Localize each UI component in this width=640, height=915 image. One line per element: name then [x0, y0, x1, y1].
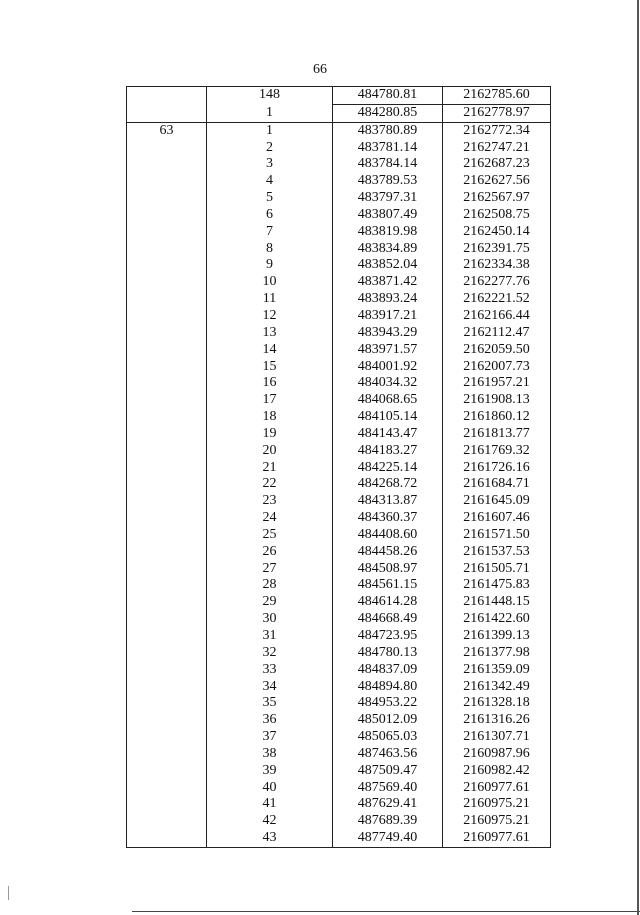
- x-coordinate-cell: 484143.47: [333, 426, 443, 443]
- point-number-cell: 2: [207, 140, 333, 157]
- x-coordinate-cell: 487569.40: [333, 780, 443, 797]
- point-number-cell: 36: [207, 712, 333, 729]
- point-number-cell: 43: [207, 830, 333, 847]
- y-coordinate-cell: 2161377.98: [443, 645, 551, 662]
- point-number-cell: 11: [207, 291, 333, 308]
- x-coordinate-cell: 484001.92: [333, 359, 443, 376]
- x-coordinate-cell: 484894.80: [333, 679, 443, 696]
- y-coordinate-cell: 2161813.77: [443, 426, 551, 443]
- y-coordinate-cell: 2160987.96: [443, 746, 551, 763]
- point-number-cell: 20: [207, 443, 333, 460]
- y-coordinate-cell: 2161607.46: [443, 510, 551, 527]
- y-coordinate-cell: 2160977.61: [443, 780, 551, 797]
- y-coordinate-cell: 2162772.34: [443, 122, 551, 139]
- x-coordinate-cell: 483852.04: [333, 257, 443, 274]
- point-number-cell: 23: [207, 493, 333, 510]
- x-coordinate-cell: 483780.89: [333, 122, 443, 139]
- point-number-cell: 1: [207, 104, 333, 122]
- point-number-cell: 34: [207, 679, 333, 696]
- x-coordinate-cell: 484408.60: [333, 527, 443, 544]
- y-coordinate-cell: 2161448.15: [443, 594, 551, 611]
- y-coordinate-cell: 2162112.47: [443, 325, 551, 342]
- point-number-cell: 148: [207, 87, 333, 105]
- y-coordinate-cell: 2162778.97: [443, 104, 551, 122]
- y-coordinate-cell: 2161316.26: [443, 712, 551, 729]
- point-number-cell: 21: [207, 460, 333, 477]
- x-coordinate-cell: 484280.85: [333, 104, 443, 122]
- y-coordinate-cell: 2162508.75: [443, 207, 551, 224]
- y-coordinate-cell: 2162007.73: [443, 359, 551, 376]
- x-coordinate-cell: 487509.47: [333, 763, 443, 780]
- point-number-cell: 41: [207, 796, 333, 813]
- point-number-cell: 16: [207, 375, 333, 392]
- y-coordinate-cell: 2160975.21: [443, 813, 551, 830]
- point-number-cell: 8: [207, 241, 333, 258]
- x-coordinate-cell: 483784.14: [333, 156, 443, 173]
- point-number-cell: 14: [207, 342, 333, 359]
- x-coordinate-cell: 484723.95: [333, 628, 443, 645]
- y-coordinate-cell: 2161328.18: [443, 695, 551, 712]
- x-coordinate-cell: 484183.27: [333, 443, 443, 460]
- x-coordinate-cell: 484458.26: [333, 544, 443, 561]
- y-coordinate-cell: 2162277.76: [443, 274, 551, 291]
- x-coordinate-cell: 483834.89: [333, 241, 443, 258]
- y-coordinate-cell: 2162747.21: [443, 140, 551, 157]
- x-coordinate-cell: 484561.15: [333, 577, 443, 594]
- x-coordinate-cell: 483789.53: [333, 173, 443, 190]
- y-coordinate-cell: 2161957.21: [443, 375, 551, 392]
- x-coordinate-cell: 483819.98: [333, 224, 443, 241]
- x-coordinate-cell: 484105.14: [333, 409, 443, 426]
- x-coordinate-cell: 484225.14: [333, 460, 443, 477]
- point-number-cell: 31: [207, 628, 333, 645]
- point-number-cell: 18: [207, 409, 333, 426]
- point-number-cell: 26: [207, 544, 333, 561]
- point-number-cell: 40: [207, 780, 333, 797]
- y-coordinate-cell: 2162059.50: [443, 342, 551, 359]
- coordinates-table-body: [127, 87, 551, 848]
- y-coordinate-cell: 2161645.09: [443, 493, 551, 510]
- x-coordinate-cell: 483807.49: [333, 207, 443, 224]
- x-coordinate-cell: 484780.81: [333, 87, 443, 105]
- x-coordinate-cell: 484953.22: [333, 695, 443, 712]
- point-number-cell: 33: [207, 662, 333, 679]
- point-number-cell: 12: [207, 308, 333, 325]
- scan-mark: [8, 886, 9, 900]
- x-coordinate-cell: 483971.57: [333, 342, 443, 359]
- y-coordinate-cell: 2162166.44: [443, 308, 551, 325]
- page-number: 66: [313, 62, 327, 77]
- x-coordinate-cell: 485012.09: [333, 712, 443, 729]
- point-number-cell: 42: [207, 813, 333, 830]
- x-coordinate-cell: 484268.72: [333, 476, 443, 493]
- y-coordinate-cell: 2161307.71: [443, 729, 551, 746]
- point-number-cell: 29: [207, 594, 333, 611]
- x-coordinate-cell: 487689.39: [333, 813, 443, 830]
- y-coordinate-cell: 2161726.16: [443, 460, 551, 477]
- y-coordinate-cell: 2162785.60: [443, 87, 551, 105]
- x-coordinate-cell: 484313.87: [333, 493, 443, 510]
- y-coordinate-cell: 2160982.42: [443, 763, 551, 780]
- point-number-cell: 37: [207, 729, 333, 746]
- point-number-cell: 9: [207, 257, 333, 274]
- x-coordinate-cell: 484068.65: [333, 392, 443, 409]
- y-coordinate-cell: 2161908.13: [443, 392, 551, 409]
- y-coordinate-cell: 2162567.97: [443, 190, 551, 207]
- x-coordinate-cell: 485065.03: [333, 729, 443, 746]
- section-number-cell: [127, 87, 207, 123]
- point-number-cell: 15: [207, 359, 333, 376]
- y-coordinate-cell: 2162450.14: [443, 224, 551, 241]
- y-coordinate-cell: 2162627.56: [443, 173, 551, 190]
- point-number-cell: 25: [207, 527, 333, 544]
- table-row: [127, 122, 551, 139]
- point-number-cell: 30: [207, 611, 333, 628]
- x-coordinate-cell: 487463.56: [333, 746, 443, 763]
- coordinates-table: [126, 86, 551, 848]
- point-number-cell: 22: [207, 476, 333, 493]
- x-coordinate-cell: 487749.40: [333, 830, 443, 847]
- x-coordinate-cell: 483917.21: [333, 308, 443, 325]
- point-number-cell: 24: [207, 510, 333, 527]
- y-coordinate-cell: 2162221.52: [443, 291, 551, 308]
- point-number-cell: 28: [207, 577, 333, 594]
- x-coordinate-cell: 484034.32: [333, 375, 443, 392]
- x-coordinate-cell: 483781.14: [333, 140, 443, 157]
- section-number-cell: 63: [127, 122, 207, 847]
- x-coordinate-cell: 483871.42: [333, 274, 443, 291]
- x-coordinate-cell: 484614.28: [333, 594, 443, 611]
- table-row: [127, 87, 551, 105]
- x-coordinate-cell: 484780.13: [333, 645, 443, 662]
- y-coordinate-cell: 2161571.50: [443, 527, 551, 544]
- page-right-edge: [637, 0, 639, 915]
- y-coordinate-cell: 2161860.12: [443, 409, 551, 426]
- y-coordinate-cell: 2161505.71: [443, 561, 551, 578]
- x-coordinate-cell: 484837.09: [333, 662, 443, 679]
- x-coordinate-cell: 483943.29: [333, 325, 443, 342]
- y-coordinate-cell: 2161342.49: [443, 679, 551, 696]
- point-number-cell: 35: [207, 695, 333, 712]
- y-coordinate-cell: 2161359.09: [443, 662, 551, 679]
- y-coordinate-cell: 2162687.23: [443, 156, 551, 173]
- point-number-cell: 6: [207, 207, 333, 224]
- point-number-cell: 27: [207, 561, 333, 578]
- point-number-cell: 17: [207, 392, 333, 409]
- point-number-cell: 13: [207, 325, 333, 342]
- y-coordinate-cell: 2161769.32: [443, 443, 551, 460]
- point-number-cell: 10: [207, 274, 333, 291]
- x-coordinate-cell: 483893.24: [333, 291, 443, 308]
- y-coordinate-cell: 2161537.53: [443, 544, 551, 561]
- point-number-cell: 3: [207, 156, 333, 173]
- point-number-cell: 32: [207, 645, 333, 662]
- y-coordinate-cell: 2161475.83: [443, 577, 551, 594]
- x-coordinate-cell: 483797.31: [333, 190, 443, 207]
- bottom-rule: [132, 911, 640, 912]
- x-coordinate-cell: 487629.41: [333, 796, 443, 813]
- x-coordinate-cell: 484360.37: [333, 510, 443, 527]
- point-number-cell: 1: [207, 122, 333, 139]
- x-coordinate-cell: 484668.49: [333, 611, 443, 628]
- y-coordinate-cell: 2160977.61: [443, 830, 551, 847]
- y-coordinate-cell: 2161684.71: [443, 476, 551, 493]
- point-number-cell: 5: [207, 190, 333, 207]
- point-number-cell: 4: [207, 173, 333, 190]
- y-coordinate-cell: 2162334.38: [443, 257, 551, 274]
- point-number-cell: 39: [207, 763, 333, 780]
- y-coordinate-cell: 2160975.21: [443, 796, 551, 813]
- x-coordinate-cell: 484508.97: [333, 561, 443, 578]
- y-coordinate-cell: 2161422.60: [443, 611, 551, 628]
- point-number-cell: 7: [207, 224, 333, 241]
- y-coordinate-cell: 2162391.75: [443, 241, 551, 258]
- point-number-cell: 19: [207, 426, 333, 443]
- y-coordinate-cell: 2161399.13: [443, 628, 551, 645]
- point-number-cell: 38: [207, 746, 333, 763]
